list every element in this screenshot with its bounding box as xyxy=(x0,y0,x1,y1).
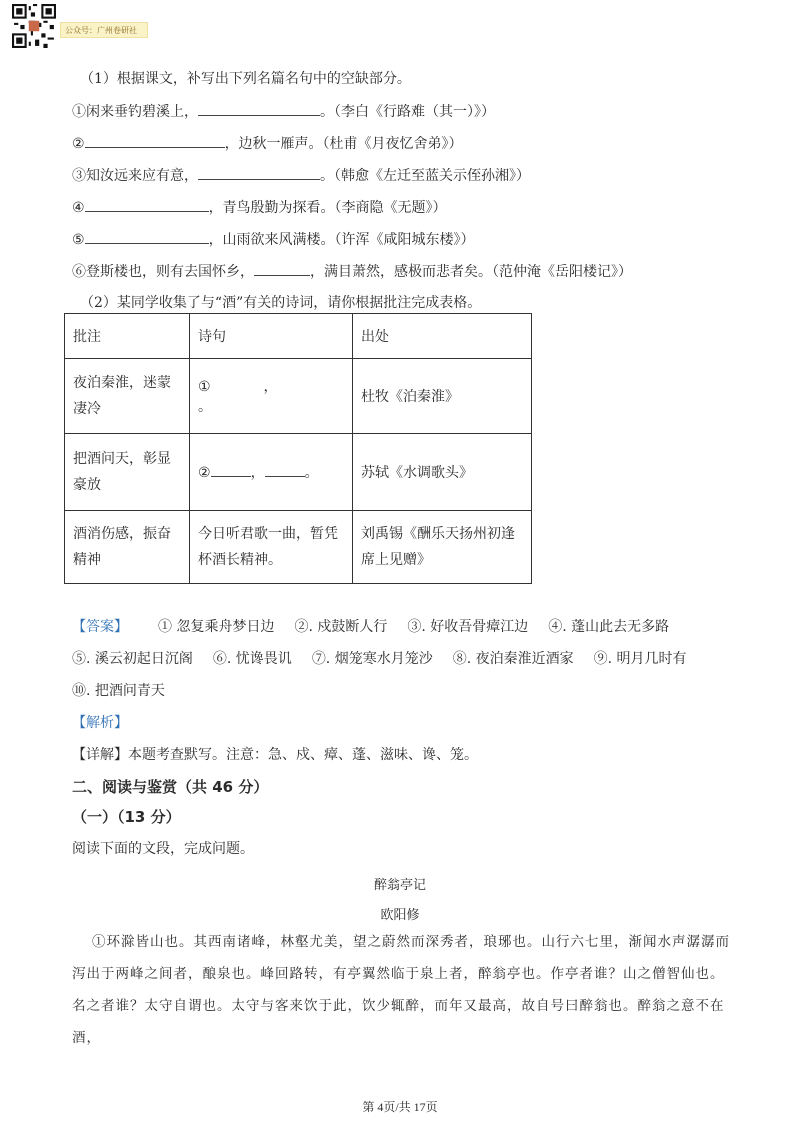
table-cell-note: 把酒问天，彰显豪放 xyxy=(65,434,190,511)
table-header-verse: 诗句 xyxy=(190,314,353,359)
q1-item-1-post: 。（李白《行路难（其一）》） xyxy=(320,104,495,120)
page-number: 第 4页/共 17页 xyxy=(362,1100,438,1114)
q1-item-2-pre: ② xyxy=(72,136,85,152)
fill-blank[interactable] xyxy=(198,166,320,180)
answer-line-1 xyxy=(72,618,669,636)
table-cell-source: 杜牧《泊秦淮》 xyxy=(353,359,532,434)
poem-table xyxy=(64,313,532,584)
table-cell-note: 夜泊秦淮，迷蒙凄冷 xyxy=(65,359,190,434)
verse-period: 。 xyxy=(304,465,319,481)
table-row xyxy=(65,359,532,434)
q1-item-3 xyxy=(72,166,530,185)
verse-number: ① xyxy=(198,379,211,395)
section-subtitle: （一）（13 分） xyxy=(72,808,181,826)
q1-item-6 xyxy=(72,262,632,281)
essay-paragraph: ①环滁皆山也。其西南诸峰，林壑尤美，望之蔚然而深秀者，琅琊也。山行六七里，渐闻水声潺潺而泻出于两峰之间者，酿泉也。峰回路转，有亭翼然临于泉上者，醉翁亭也。作亭者谁？山之僧智仙也。名之者谁？太守自谓也。太守与客来饮于此，饮少辄醉，而年又最高，故自号曰醉翁也。醉翁之意不在酒， xyxy=(72,934,730,1046)
detail-text: 本题考查默写。注意：急、戍、瘴、蓬、滋味、谗、笼。 xyxy=(128,747,478,763)
verse-comma: ， xyxy=(250,465,265,481)
essay-author: 欧阳修 xyxy=(380,908,420,923)
verse-period: 。 xyxy=(198,399,212,415)
table-header-row xyxy=(65,314,532,359)
q1-item-1-pre: ①闲来垂钓碧溪上， xyxy=(72,104,198,120)
answer-item: ① 忽复乘舟梦日边 xyxy=(158,619,275,635)
essay-title: 醉翁亭记 xyxy=(373,878,426,893)
table-header-source: 出处 xyxy=(353,314,532,359)
fill-blank[interactable] xyxy=(211,463,251,477)
table-cell-verse xyxy=(190,434,353,511)
analysis-detail xyxy=(72,746,478,764)
q1-item-3-pre: ③知汝远来应有意， xyxy=(72,168,198,184)
table-cell-note: 酒消伤感，振奋精神 xyxy=(65,511,190,584)
answer-item: ⑩. 把酒问青天 xyxy=(72,683,165,699)
table-cell-verse xyxy=(190,359,353,434)
table-row xyxy=(65,434,532,511)
fill-blank[interactable] xyxy=(85,134,225,148)
q1-item-5-pre: ⑤ xyxy=(72,232,85,248)
wechat-account-badge: 公众号：广州卷研社 xyxy=(60,22,148,38)
answer-line-2 xyxy=(72,650,687,668)
reading-instruction: 阅读下面的文段，完成问题。 xyxy=(72,841,254,857)
answer-item: ⑥. 忧谗畏讥 xyxy=(212,651,292,667)
answer-item: ⑦. 烟笼寒水月笼沙 xyxy=(311,651,433,667)
table-row xyxy=(65,511,532,584)
q1-item-4-pre: ④ xyxy=(72,200,85,216)
q1-item-2-post: ，边秋一雁声。（杜甫《月夜忆舍弟》） xyxy=(224,136,463,152)
fill-blank[interactable] xyxy=(85,230,209,244)
table-cell-source: 刘禹锡《酬乐天扬州初逢席上见赠》 xyxy=(353,511,532,584)
q1-item-5 xyxy=(72,230,475,249)
answer-line-3 xyxy=(72,682,185,700)
verse-number: ② xyxy=(198,465,211,481)
section-title: 二、阅读与鉴赏（共 46 分） xyxy=(72,778,269,796)
table-cell-source: 苏轼《水调歌头》 xyxy=(353,434,532,511)
q1-item-4-post: ，青鸟殷勤为探看。（李商隐《无题》） xyxy=(208,200,447,216)
answer-item: ④. 蓬山此去无多路 xyxy=(548,619,670,635)
answer-item: ⑨. 明月几时有 xyxy=(593,651,687,667)
q1-item-1 xyxy=(72,102,495,121)
answer-item: ②. 戍鼓断人行 xyxy=(294,619,388,635)
q1-item-5-post: ，山雨欲来风满楼。（许浑《咸阳城东楼》） xyxy=(208,232,475,248)
q1-item-6-pre: ⑥登斯楼也，则有去国怀乡， xyxy=(72,264,254,280)
q2-heading: （2）某同学收集了与“酒”有关的诗词，请你根据批注完成表格。 xyxy=(80,295,482,311)
q1-item-6-post: ，满目萧然，感极而悲者矣。（范仲淹《岳阳楼记》） xyxy=(310,264,632,280)
fill-blank[interactable] xyxy=(265,463,305,477)
q1-item-3-post: 。（韩愈《左迁至蓝关示侄孙湘》） xyxy=(320,168,530,184)
q1-item-4 xyxy=(72,198,447,217)
qr-code-icon xyxy=(12,4,56,48)
answer-item: ⑧. 夜泊秦淮近酒家 xyxy=(452,651,574,667)
fill-blank[interactable] xyxy=(254,262,310,276)
fill-blank[interactable] xyxy=(198,102,320,116)
fill-blank[interactable] xyxy=(85,198,209,212)
table-header-note: 批注 xyxy=(65,314,190,359)
detail-tag: 【详解】 xyxy=(72,747,128,763)
answer-tag: 【答案】 xyxy=(72,619,128,635)
q1-heading: （1）根据课文，补写出下列名篇名句中的空缺部分。 xyxy=(80,71,411,87)
analysis-tag: 【解析】 xyxy=(72,715,128,731)
table-cell-verse: 今日听君歌一曲，暂凭杯酒长精神。 xyxy=(190,511,353,584)
answer-item: ⑤. 溪云初起日沉阁 xyxy=(72,651,193,667)
q1-item-2 xyxy=(72,134,463,153)
verse-comma: ， xyxy=(263,379,278,395)
answer-item: ③. 好收吾骨瘴江边 xyxy=(407,619,529,635)
